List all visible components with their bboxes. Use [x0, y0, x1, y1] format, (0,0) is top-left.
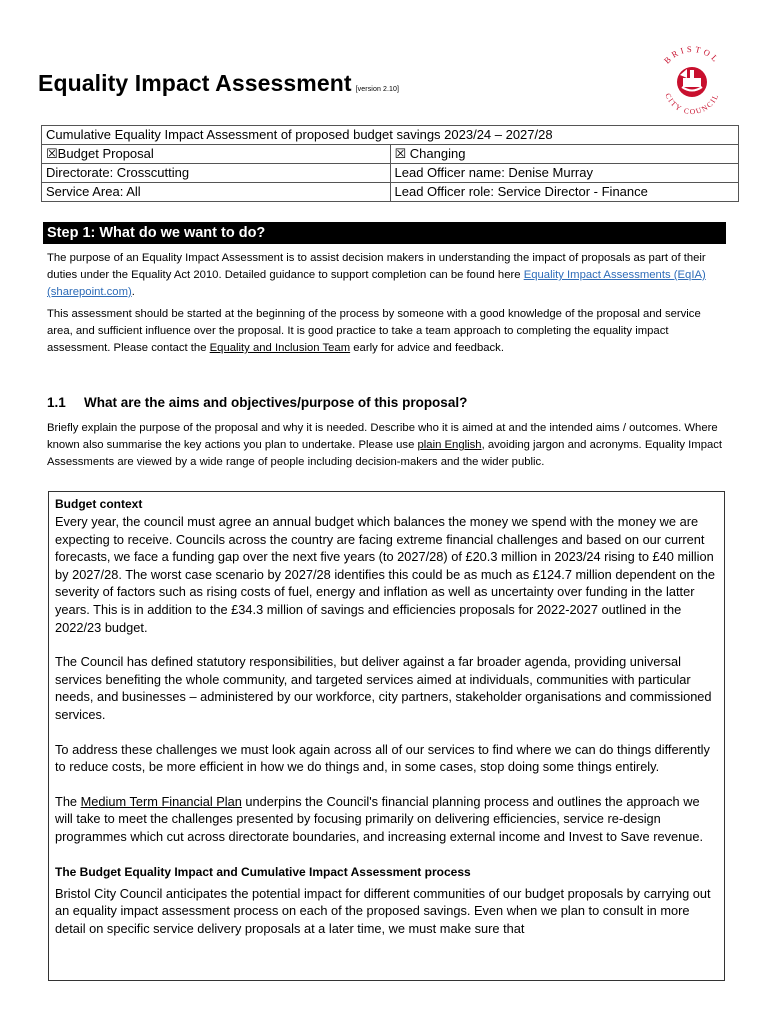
step-1-paragraph-1 [47, 250, 727, 301]
proposal-info-table [41, 125, 739, 202]
eqia-sharepoint-link[interactable]: Equality Impact Assessments (EqIA) (sharepoint.com) [47, 269, 706, 298]
table-row [42, 164, 739, 183]
svg-text:BRISTOL: BRISTOL [661, 43, 723, 66]
bristol-city-council-logo [652, 42, 732, 122]
section-title: What are the aims and objectives/purpose of this proposal? [84, 395, 468, 410]
paragraph-text: , avoiding jargon and acronyms. Equality Impact Assessments are viewed by a wide range of people including decision-makers and the wider public. [47, 439, 723, 468]
page-title-text: Equality Impact Assessment [38, 70, 352, 96]
content-paragraph: To address these challenges we must look again across all of our services to find where we can do things differently to reduce costs, be more efficient in how we do things and, in some cases, stop doing some things entirely. [55, 741, 710, 775]
paragraph-text: underpins the Council's financial planning process and outlines the approach we will take to meet the challenges presented by focusing primarily on delivering efficiencies, service re-design programmes which cut across directorate boundaries, and increasing external income and Invest to Save revenue. [55, 793, 704, 844]
budget-context-heading: Budget context [55, 497, 143, 511]
page-title [38, 70, 399, 97]
budget-proposal-checkbox[interactable]: ☒Budget Proposal [42, 145, 391, 164]
medium-term-financial-plan-link[interactable]: Medium Term Financial Plan [80, 793, 242, 809]
table-row [42, 145, 739, 164]
table-row [42, 126, 739, 145]
content-paragraph [55, 793, 718, 846]
table-row [42, 183, 739, 202]
proposal-text-box[interactable] [48, 491, 725, 981]
service-area-cell: Service Area: All [42, 183, 391, 202]
content-paragraph: The Council has defined statutory responsibilities, but deliver against a far broader agenda, providing universal services benefiting the whole community, and targeted services aimed at individuals, communities with particular needs, and businesses – administered by our workforce, city partners, stakeholder organisations and commissioned services. [55, 654, 712, 722]
directorate-cell: Directorate: Crosscutting [42, 164, 391, 183]
paragraph-text: The purpose of an Equality Impact Assessment is to assist decision makers in understanding the impact of proposals as part of their duties under the Equality Act 2010. Detailed guidance to support completion can be found here [47, 252, 706, 281]
paragraph-text: Briefly explain the purpose of the proposal and why it is needed. Describe who it is aimed at and the intended aims / outcomes. Where known also summarise the key actions you plan to undertake. Please use [47, 422, 718, 451]
version-label: [version 2.10] [355, 86, 400, 93]
proposal-title-cell: Cumulative Equality Impact Assessment of proposed budget savings 2023/24 – 2027/28 [42, 126, 739, 145]
lead-officer-role-cell: Lead Officer role: Service Director - Finance [390, 183, 739, 202]
paragraph-text: early for advice and feedback. [353, 342, 504, 354]
paragraph-text: . [131, 286, 135, 298]
step-1-paragraph-2 [47, 306, 727, 357]
equality-inclusion-team-link[interactable]: Equality and Inclusion Team [209, 342, 351, 354]
content-paragraph: Every year, the council must agree an annual budget which balances the money we spend with the money we are expecting to receive. Councils across the country are facing extreme financial challenges and based on our current forecasts, we face a funding gap over the next five years (to 2027/28) of £20.3 million in 2023/24 rising to £40 million by 2027/28. The worst case scenario by 2027/28 identifies this could be as much as £124.7 million dependent on the severity of factors such as rising costs of fuel, energy and inflation as well as uncertainty over funding in the latter years. This is in addition to the £34.3 million of savings and efficiencies proposals for 2022-2027 outlined in the 2022/23 budget. [55, 514, 715, 635]
content-paragraph: Bristol City Council anticipates the potential impact for different communities of our budget proposals by carrying out an equality impact assessment process on each of the proposed savings. Even when we plan to consult in more detail on specific service delivery proposals at a later time, we must make sure that [55, 885, 711, 936]
section-1-1-intro [47, 420, 727, 471]
svg-text:CITY COUNCIL: CITY COUNCIL [663, 91, 721, 117]
process-heading: The Budget Equality Impact and Cumulative Impact Assessment process [55, 864, 471, 879]
plain-english-link[interactable]: plain English [417, 439, 482, 451]
changing-checkbox[interactable]: ☒ Changing [390, 145, 739, 164]
paragraph-text: This assessment should be started at the beginning of the process by someone with a good knowledge of the proposal and service area, and sufficient influence over the proposal. It is good practice to take a team approach to completing the equality impact assessment. Please contact the [47, 308, 701, 354]
lead-officer-name-cell: Lead Officer name: Denise Murray [390, 164, 739, 183]
section-1-1-heading [47, 395, 467, 410]
section-number: 1.1 [47, 395, 66, 410]
paragraph-text: The [55, 793, 78, 809]
step-1-heading: Step 1: What do we want to do? [43, 222, 726, 244]
